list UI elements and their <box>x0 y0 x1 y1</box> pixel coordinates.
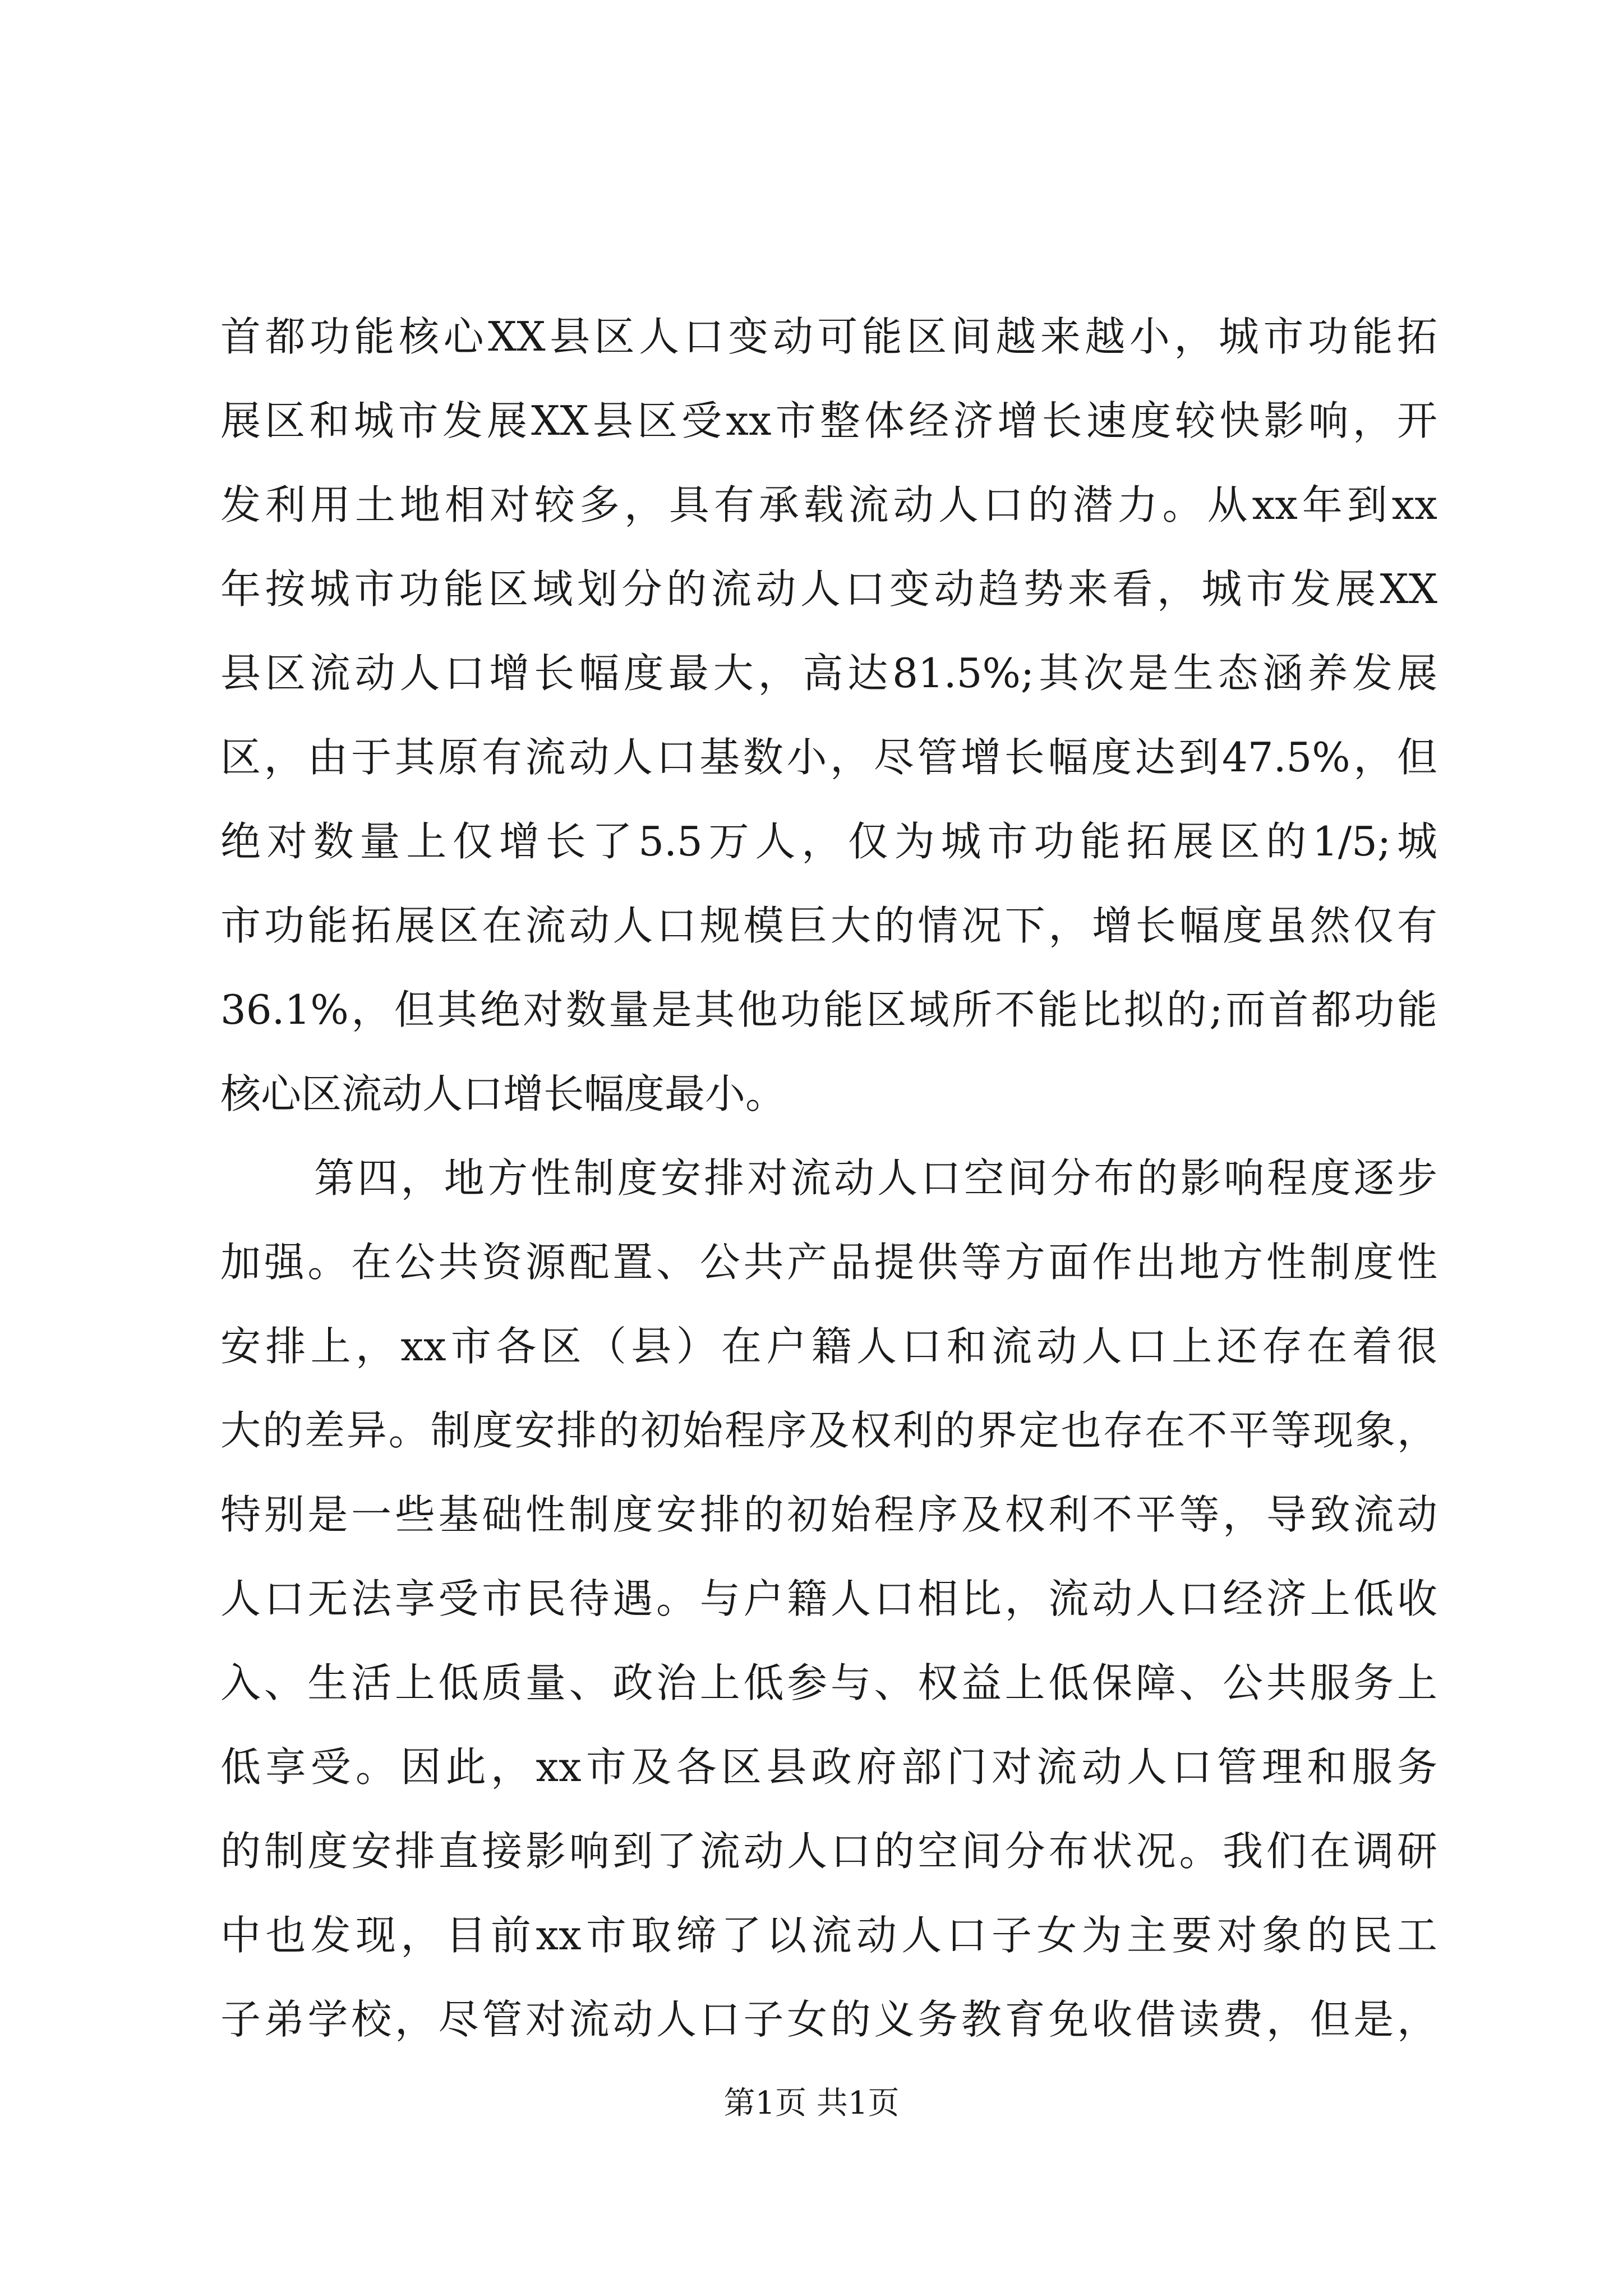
paragraph-2-line-8: 低享受。因此，xx市及各区县政府部门对流动人口管理和服务 <box>220 1743 1437 1791</box>
paragraph-1-line-6: 区，由于其原有流动人口基数小，尽管增长幅度达到47.5%，但 <box>220 734 1437 781</box>
paragraph-1-line-5: 县区流动人口增长幅度最大，高达81.5%;其次是生态涵养发展 <box>220 650 1437 697</box>
paragraph-1-line-3: 发利用土地相对较多，具有承载流动人口的潜力。从xx年到xx <box>220 481 1437 528</box>
paragraph-1-line-9: 36.1%，但其绝对数量是其他功能区域所不能比拟的;而首都功能 <box>220 986 1437 1033</box>
paragraph-2-line-7: 入、生活上低质量、政治上低参与、权益上低保障、公共服务上 <box>220 1659 1437 1706</box>
paragraph-1-line-8: 市功能拓展区在流动人口规模巨大的情况下，增长幅度虽然仅有 <box>220 902 1437 949</box>
paragraph-2-line-4: 大的差异。制度安排的初始程序及权利的界定也存在不平等现象， <box>220 1407 1437 1454</box>
paragraph-1-line-2: 展区和城市发展XX县区受xx市整体经济增长速度较快影响，开 <box>220 397 1437 444</box>
paragraph-2-line-6: 人口无法享受市民待遇。与户籍人口相比，流动人口经济上低收 <box>220 1575 1437 1622</box>
paragraph-1-line-1: 首都功能核心XX县区人口变动可能区间越来越小，城市功能拓 <box>220 313 1437 360</box>
paragraph-2-line-5: 特别是一些基础性制度安排的初始程序及权利不平等，导致流动 <box>220 1491 1437 1538</box>
paragraph-2-line-11: 子弟学校，尽管对流动人口子女的义务教育免收借读费，但是， <box>220 1996 1437 2043</box>
page-footer: 第1页 共1页 <box>723 2085 900 2122</box>
paragraph-1-line-10: 核心区流动人口增长幅度最小。 <box>220 1070 786 1117</box>
paragraph-1-line-4: 年按城市功能区域划分的流动人口变动趋势来看，城市发展XX <box>220 565 1437 613</box>
paragraph-2-line-1: 第四，地方性制度安排对流动人口空间分布的影响程度逐步 <box>314 1154 1437 1202</box>
paragraph-2-line-3: 安排上，xx市各区（县）在户籍人口和流动人口上还存在着很 <box>220 1323 1437 1370</box>
paragraph-1-line-7: 绝对数量上仅增长了5.5万人，仅为城市功能拓展区的1/5;城 <box>220 818 1437 865</box>
paragraph-2-line-9: 的制度安排直接影响到了流动人口的空间分布状况。我们在调研 <box>220 1828 1437 1875</box>
paragraph-2-line-2: 加强。在公共资源配置、公共产品提供等方面作出地方性制度性 <box>220 1239 1437 1286</box>
paragraph-2-line-10: 中也发现，目前xx市取缔了以流动人口子女为主要对象的民工 <box>220 1912 1437 1959</box>
